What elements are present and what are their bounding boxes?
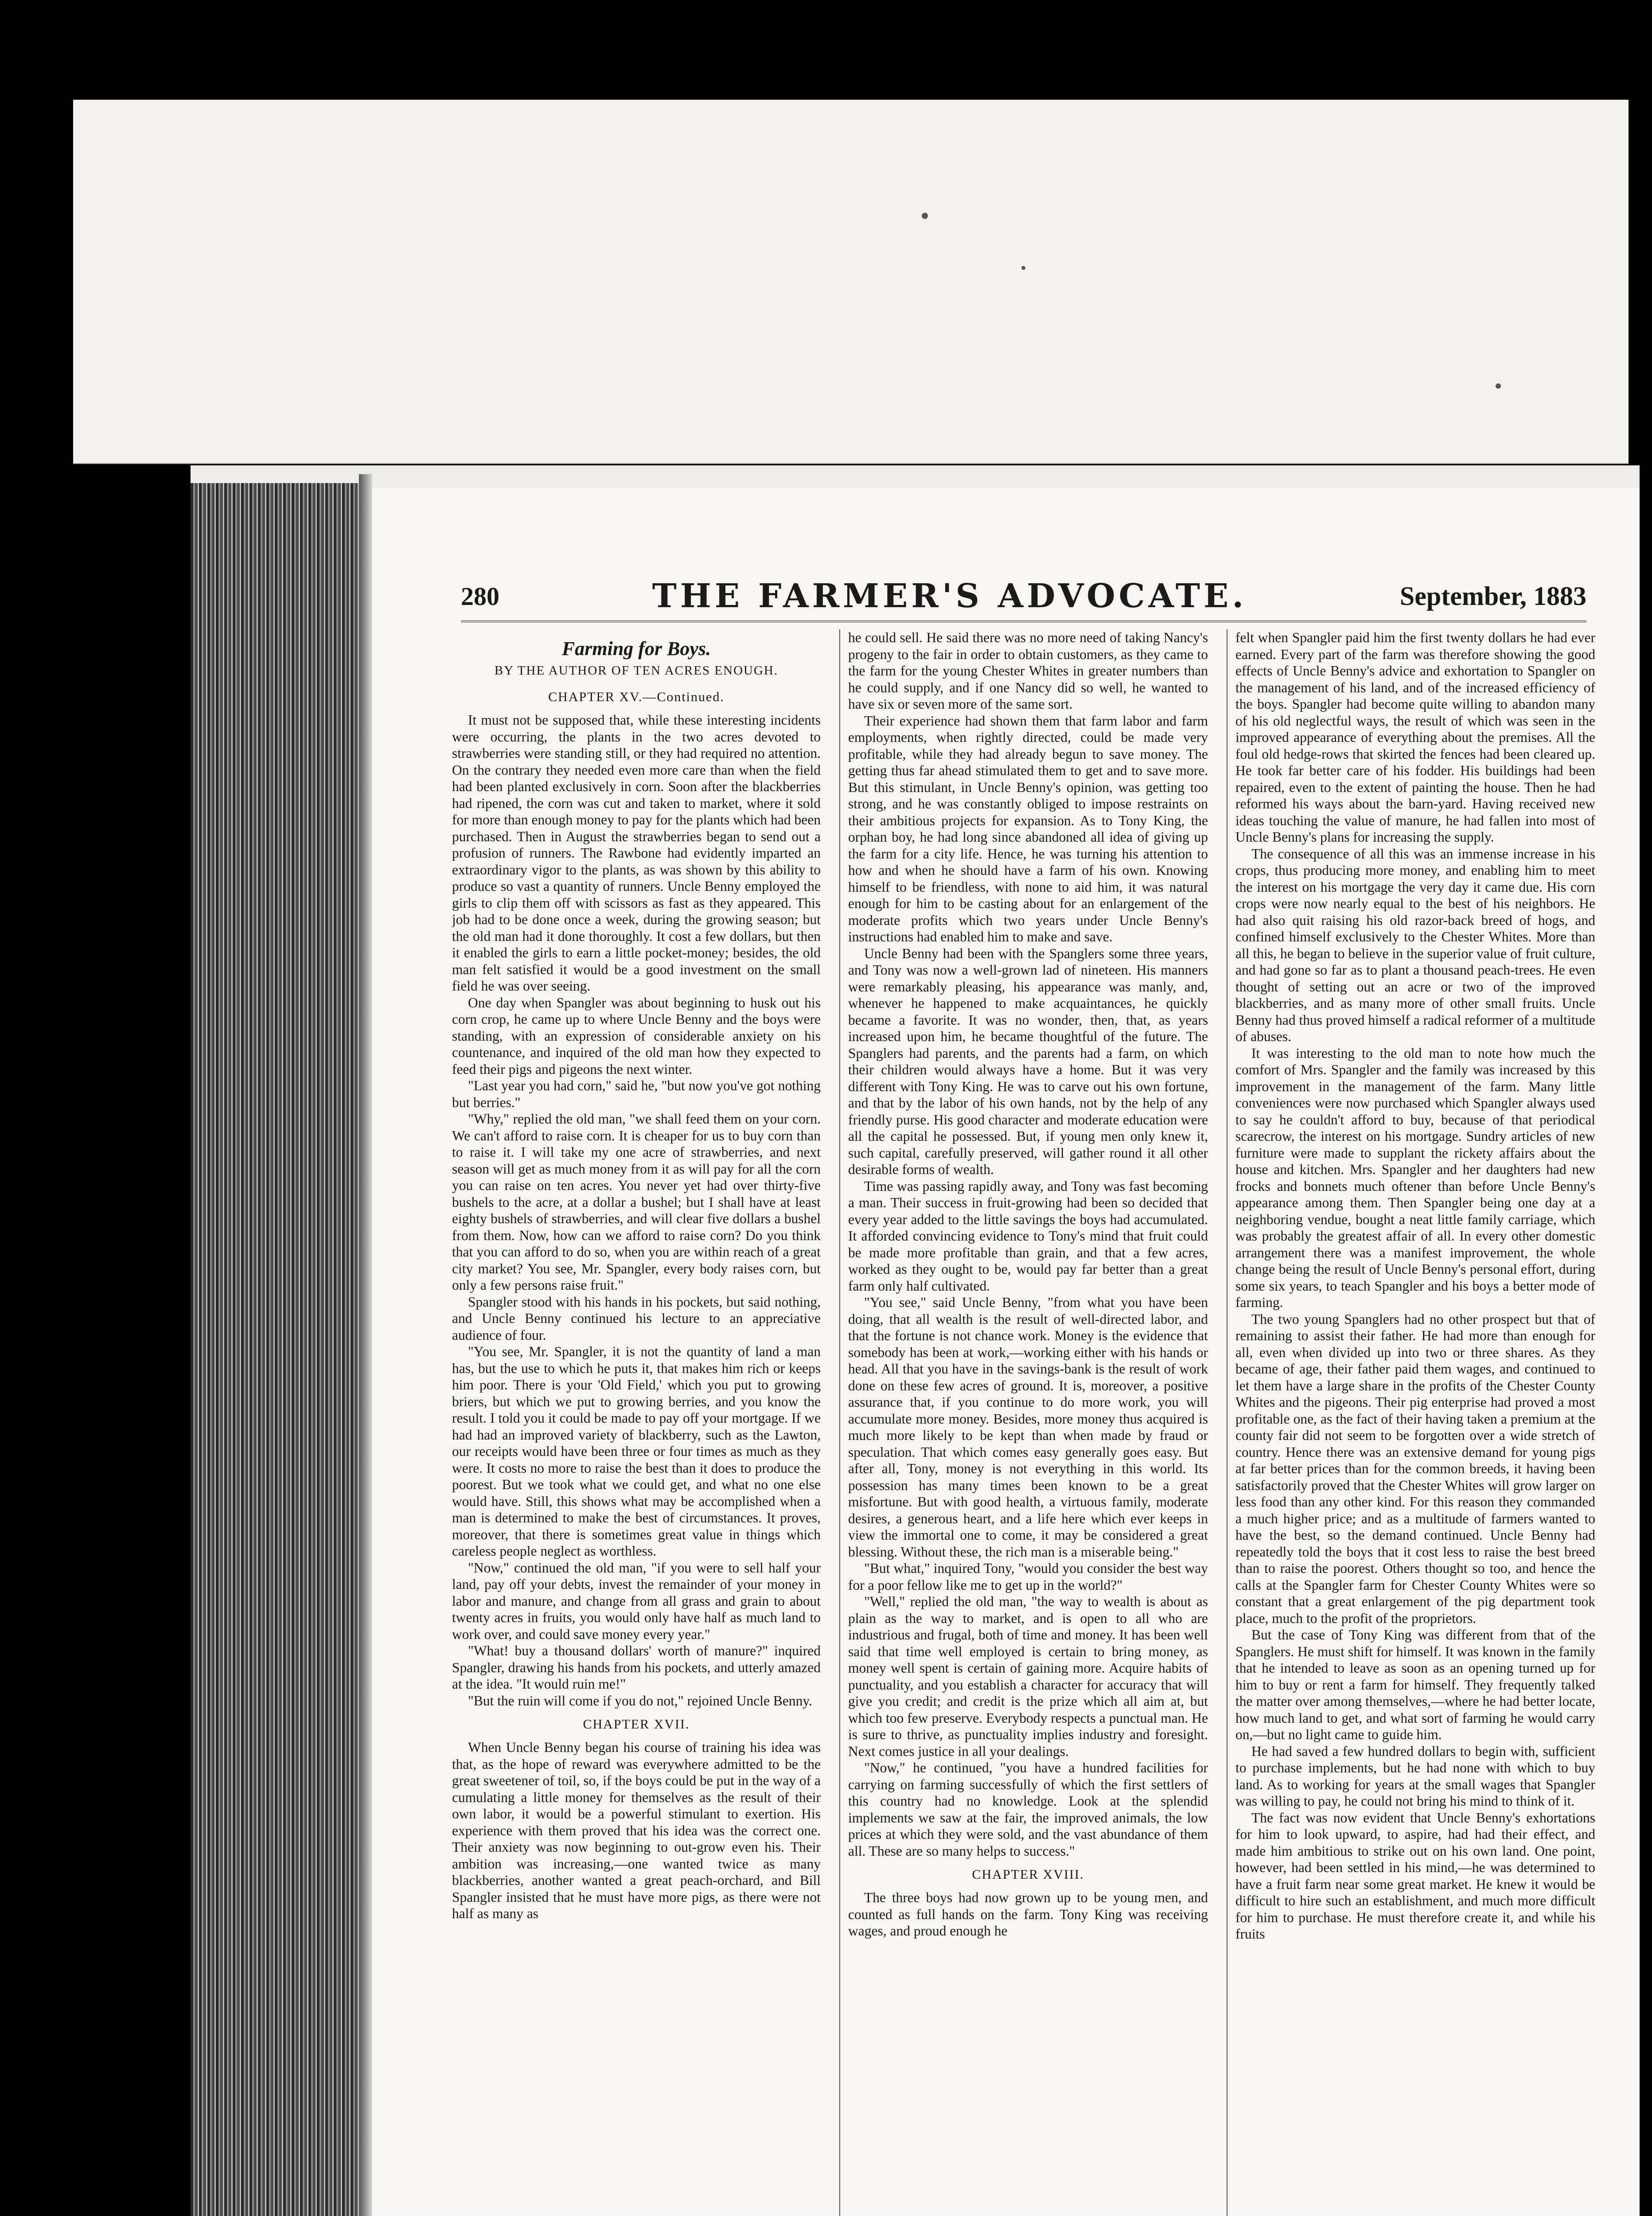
- ink-speck: [1496, 383, 1501, 389]
- paragraph: The three boys had now grown up to be young men, and counted as full hands on the farm. Tony King was receiving wages, and proud enough he: [848, 1890, 1208, 1939]
- paragraph: "Well," replied the old man, "the way to wealth is about as plain as the way to market, and is open to all who are industrious and frugal, both of time and money. It has been well said that time well employed is certain to bring money, as money well spent is certain of gaining more. Acquire habits of punctuality, and you establish a character for accuracy that will give you credit; and credit is the prize which all aim at, but which too few preserve. Everybody respects a punctual man. He is sure to thrive, as punctuality implies industry and foresight. Next comes justice in all your dealings.: [848, 1594, 1208, 1759]
- book-spread: [191, 465, 1640, 2216]
- byline: BY THE AUTHOR OF TEN ACRES ENOUGH.: [494, 663, 779, 678]
- paragraph: Time was passing rapidly away, and Tony was fast becoming a man. Their success in fruit-growing had been so decided that every year added to the little savings the boys had accumulated. It afforded convincing evidence to Tony's mind that fruit could be made more profitable than grain, and that a few acres, worked as they ought to be, would pay far better than a great farm only half cultivated.: [848, 1178, 1208, 1294]
- paragraph: Their experience had shown them that farm labor and farm employments, when rightly directed, could be made very profitable, while they had already begun to save money. The getting thus far ahead stimulated them to get and to save more. But this stimulant, in Uncle Benny's opinion, was getting too strong, and he was constantly obliged to impose restraints on their ambitious projects for expansion. As to Tony King, the orphan boy, he had long since abandoned all idea of giving up the farm for a city life. Hence, he was turning his attention to how and when he should have a farm of his own. Knowing himself to be friendless, with none to aid him, it was natural enough for him to be casting about for an enlargement of the moderate profits which two years under Uncle Benny's instructions had enabled him to make and save.: [848, 713, 1208, 944]
- paragraph: The two young Spanglers had no other prospect but that of remaining to assist their father. He had more than enough for all, even when divided up into two or three shares. As they became of age, their father paid them wages, and continued to let them have a large share in the profits of the Chester County Whites and the pigeons. Their pig enterprise had proved a most profitable one, as the fact of their having taken a premium at the county fair did not seem to be forgotten over a wide stretch of country. Hence there was an extensive demand for young pigs at far better prices than for the common breeds, it having been satisfactorily proved that the Chester Whites will grow larger on less food than any other kind. For this reason they commanded a much higher price; and as a multitude of farmers wanted to have the best, so the demand continued. Uncle Benny had repeatedly told the boys that it cost less to raise the best breed than to raise the poorest. Others thought so too, and hence the calls at the Spangler farm for Chester County Whites were so constant that a great enlargement of the pig department took place, much to the profit of the proprietors.: [1235, 1311, 1595, 1626]
- column-1: [452, 629, 821, 2216]
- paragraph: It must not be supposed that, while these interesting incidents were occurring, the plants in the two acres devoted to strawberries were standing still, or they had required no attention. On the contrary they needed even more care than when the field had been planted exclusively in corn. Soon after the blackberries had ripened, the corn was cut and taken to market, where it sold for more than enough money to pay for the plants which had been purchased. Then in August the strawberries began to send out a profusion of runners. The Rawbone had evidently imparted an extraordinary vigor to the plants, as was shown by this ability to produce so vast a quantity of runners. Uncle Benny employed the girls to clip them off with scissors as fast as they appeared. This job had to be done once a week, during the growing season; but the old man had it done thoroughly. It cost a few dollars, but then it enabled the girls to earn a little pocket-money; besides, the old man felt satisfied it would be a good investment on the small field he was over seeing.: [452, 712, 821, 994]
- chapter-heading: CHAPTER XVII.: [583, 1717, 690, 1732]
- ink-speck: [1021, 266, 1025, 270]
- paragraph: "But the ruin will come if you do not," rejoined Uncle Benny.: [468, 1693, 812, 1709]
- paragraph: Uncle Benny had been with the Spanglers some three years, and Tony was now a well-grown lad of nineteen. His manners were remarkably pleasing, his appearance was manly, and, whenever he happened to make acquaintances, he quickly became a favorite. It was no wonder, then, that, as years increased upon him, he became thoughtful of the future. The Spanglers had parents, and the parents had a farm, on which their children would always have a home. But it was very different with Tony King. He was to carve out his own fortune, and that by the labor of his own hands, not by the help of any friendly purse. His good character and moderate education were all the capital he possessed. But, if young men only knew it, such capital, carefully preserved, will gather round it all other desirable forms of wealth.: [848, 945, 1208, 1177]
- paragraph: But the case of Tony King was different from that of the Spanglers. He must shift for himself. It was known in the family that he intended to leave as soon as an opening turned up for him to buy or rent a farm for himself. They frequently talked the matter over among themselves,—where he had better locate, how much land to get, and what sort of farming he would carry on,—but no light came to guide him.: [1235, 1627, 1595, 1742]
- issue-date: September, 1883: [1399, 581, 1586, 611]
- paragraph: The fact was now evident that Uncle Benny's exhortations for him to look upward, to aspire, had had their effect, and made him ambitious to strike out on his own land. One point, however, had been settled in his mind,—he was determined to have a fruit farm near some great market. He knew it would be difficult to hire such an establishment, and much more difficult for him to purchase. He must therefore create it, and while his fruits: [1235, 1810, 1595, 1942]
- paragraph: "But what," inquired Tony, "would you consider the best way for a poor fellow like me to get up in the world?": [848, 1561, 1208, 1593]
- article-title: Farming for Boys.: [561, 638, 711, 659]
- paragraph: "Now," continued the old man, "if you were to sell half your land, pay off your debts, invest the remainder of your money in labor and manure, and change from all grass and grain to about twenty acres in fruits, you would only have half as much land to work over, and could save money every year.": [452, 1560, 821, 1642]
- paragraph: When Uncle Benny began his course of training his idea was that, as the hope of reward was everywhere admitted to be the great sweetener of toil, so, if the boys could be put in the way of a cumulating a little money for themselves as the result of their own labor, it would be a powerful stimulant to exertion. His experience with them proved that his idea was the correct one. Their anxiety was now beginning to out-grow even his. Their ambition was increasing,—one wanted twice as many blackberries, another wanted a great peach-orchard, and Bill Spangler insisted that he must have more pigs, as there were not half as many as: [452, 1740, 821, 1921]
- paragraph: The consequence of all this was an immense increase in his crops, thus producing more money, and enabling him to meet the interest on his mortgage the very day it came due. His corn crops were now nearly equal to the best of his neighbors. He had also quit raising his old razor-back breed of hogs, and confined himself exclusively to the Chester Whites. More than all this, he began to believe in the superior value of fruit culture, and had gone so far as to plant a thousand peach-trees. He even thought of setting out an acre or two of the improved blackberries, and as many more of other small fruits. Uncle Benny had thus proved himself a radical reformer of a multitude of abuses.: [1235, 846, 1595, 1044]
- paragraph: he could sell. He said there was no more need of taking Nancy's progeny to the fair in order to obtain customers, as they came to the farm for the young Chester Whites in greater numbers than he could supply, and if one Nancy did so well, he wanted to have six or seven more of the same sort.: [848, 630, 1208, 712]
- paragraph: It was interesting to the old man to note how much the comfort of Mrs. Spangler and the family was increased by this improvement in the management of the farm. Many little conveniences were now purchased which Spangler always used to say he couldn't afford to buy, because of that periodical scarecrow, the interest on his mortgage. Sundry articles of new furniture were made to supplant the rickety affairs about the house and kitchen. Mrs. Spangler and her daughters had new frocks and bonnets much oftener than before Uncle Benny's appearance among them. Then Spangler being one day at a neighboring vendue, bought a neat little family carriage, which was probably the greatest affair of all. In every other domestic arrangement there was a manifest improvement, the whole change being the result of Uncle Benny's personal effort, during some six years, to teach Spangler and his boys a better mode of farming.: [1235, 1045, 1595, 1310]
- column-2: [839, 629, 1208, 2216]
- book-spine: [191, 483, 359, 2216]
- paragraph: "Why," replied the old man, "we shall feed them on your corn. We can't afford to raise corn. It is cheaper for us to buy corn than to raise it. I will take my one acre of strawberries, and next season will get as much money from it as will pay for all the corn you can raise on ten acres. You never yet had over thirty-five bushels to the acre, at a dollar a bushel; but I shall have at least eighty bushels of strawberries, and will clear five dollars a bushel from them. Now, how can we afford to raise corn? Do you think that you can afford to do so, when you are within reach of a great city market? You see, Mr. Spangler, every body raises corn, but only a few persons raise fruit.": [452, 1111, 821, 1293]
- page-gutter: [359, 474, 372, 2216]
- column-3: [1227, 629, 1595, 2216]
- masthead: THE FARMER'S ADVOCATE.: [652, 577, 1247, 615]
- paragraph: "Last year you had corn," said he, "but now you've got nothing but berries.": [452, 1078, 821, 1110]
- paragraph: "Now," he continued, "you have a hundred facilities for carrying on farming successfully of which the first settlers of this country had no knowledge. Look at the splendid implements we saw at the fair, the improved animals, the low prices at which they were sold, and the vast abundance of them all. These are so many helps to success.": [848, 1760, 1208, 1859]
- paragraph: Spangler stood with his hands in his pockets, but said nothing, and Uncle Benny continued his lecture to an appreciative audience of four.: [452, 1294, 821, 1343]
- newspaper-page: [372, 488, 1640, 2216]
- chapter-heading: CHAPTER XVIII.: [972, 1867, 1084, 1882]
- article-columns: [452, 629, 1595, 2216]
- paragraph: "You see, Mr. Spangler, it is not the quantity of land a man has, but the use to which he puts it, that makes him rich or keeps him poor. There is your 'Old Field,' which you put to growing briers, but which we put to growing berries, and you know the result. I told you it could be made to pay off your mortgage. If we had had an improved variety of blackberry, such as the Lawton, our receipts would have been three or four times as much as they were. It costs no more to raise the best than it does to produce the poorest. But we took what we could get, and what no one else would have. Still, this shows what may be accomplished when a man is determined to make the best of circumstances. It proves, moreover, that there is sometimes great value in things which careless people neglect as worthless.: [452, 1344, 821, 1559]
- paragraph: "You see," said Uncle Benny, "from what you have been doing, that all wealth is the result of well-directed labor, and that the fortune is not chance work. Money is the evidence that somebody has been at work,—working either with his hands or head. All that you have in the savings-bank is the result of work done on these few acres of ground. It is, moreover, a positive assurance that, if you continue to do more work, you will accumulate more money. Besides, more money thus acquired is much more likely to be kept than when made by fraud or speculation. That which comes easy generally goes easy. But after all, Tony, money is not everything in this world. Its possession has many times been known to be a great misfortune. But with good health, a virtuous family, moderate desires, a generous heart, and a life here which ever keeps in view the immortal one to come, it may be considered a great blessing. Without these, the rich man is a miserable being.": [848, 1295, 1208, 1560]
- page-header: [461, 572, 1586, 622]
- chapter-heading: CHAPTER XV.—Continued.: [548, 690, 725, 704]
- ink-speck: [922, 213, 928, 219]
- page-number: 280: [461, 581, 499, 611]
- facing-page-strip: [73, 100, 1629, 464]
- paragraph: "What! buy a thousand dollars' worth of manure?" inquired Spangler, drawing his hands from his pockets, and utterly amazed at the idea. "It would ruin me!": [452, 1643, 821, 1692]
- paragraph: He had saved a few hundred dollars to begin with, sufficient to purchase implements, but he had none with which to buy land. As to working for years at the small wages that Spangler was willing to pay, he could not bring his mind to think of it.: [1235, 1743, 1595, 1809]
- paragraph: felt when Spangler paid him the first twenty dollars he had ever earned. Every part of the farm was therefore showing the good effects of Uncle Benny's advice and exhortation to Spangler on the management of his land, and of the increased efficiency of the boys. Spangler had become quite willing to abandon many of his old neglectful ways, the result of which was seen in the improved appearance of everything about the premises. All the foul old hedge-rows that skirted the fences had been cleared up. He took far better care of his fodder. His buildings had been repaired, even to the extent of painting the house. Then he had reformed his ways about the barn-yard. Having received new ideas touching the value of manure, he had fallen into most of Uncle Benny's plans for increasing the supply.: [1235, 630, 1595, 845]
- paragraph: One day when Spangler was about beginning to husk out his corn crop, he came up to where Uncle Benny and the boys were standing, with an expression of considerable anxiety on his countenance, and inquired of the old man how they expected to feed their pigs and pigeons the next winter.: [452, 995, 821, 1077]
